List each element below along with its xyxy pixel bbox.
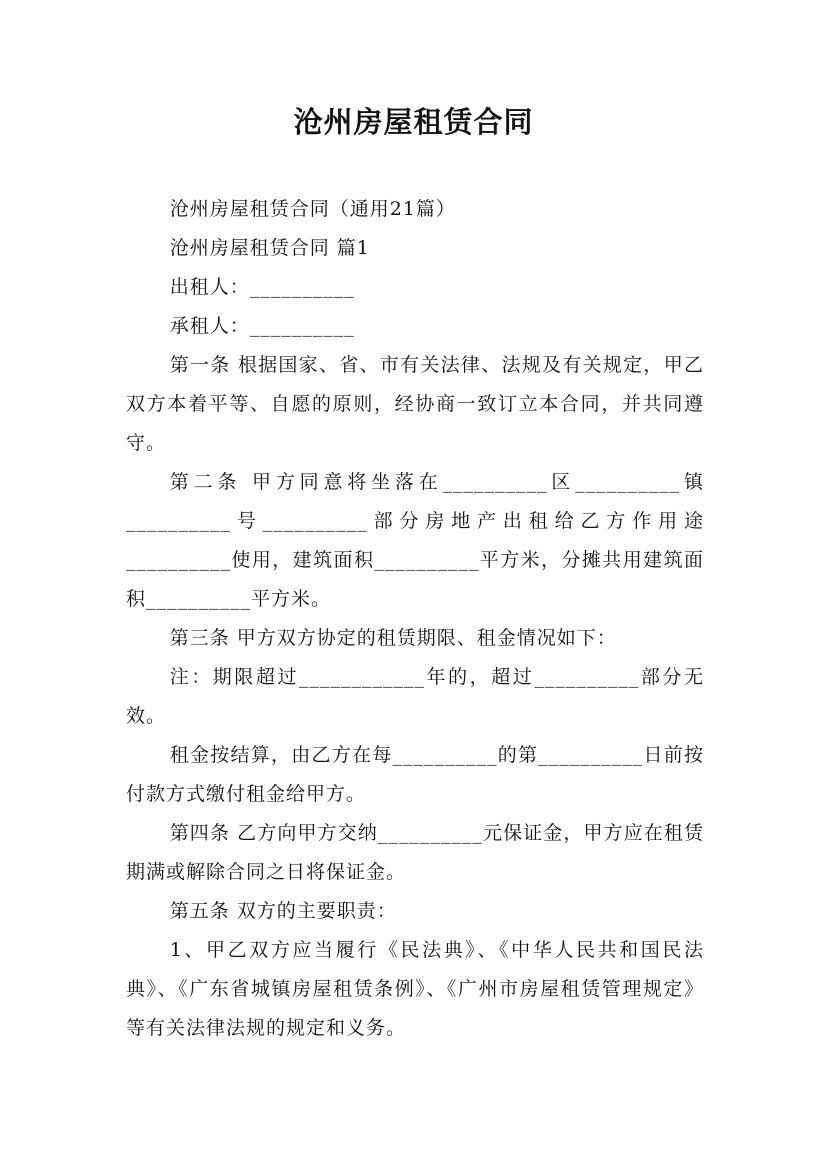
- paragraph-item-1: 1、甲乙双方应当履行《民法典》、《中华人民共和国民法典》、《广东省城镇房屋租赁条例》、《广州市房屋租赁管理规定》等有关法律法规的规定和义务。: [126, 939, 704, 1039]
- paragraph-lessee: 承租人：__________: [169, 315, 355, 337]
- paragraph-article-5: 第五条 双方的主要职责：: [169, 900, 397, 922]
- paragraph-article-4: 第四条 乙方向甲方交纳__________元保证金，甲方应在租赁期满或解除合同之日将保证金。: [126, 822, 704, 883]
- paragraph-lessor: 出租人：__________: [169, 276, 355, 298]
- document-body: [126, 190, 704, 1048]
- paragraph-subheading: 沧州房屋租赁合同 篇1: [169, 237, 370, 259]
- paragraph-note: 注：期限超过____________年的，超过__________部分无效。: [126, 666, 704, 727]
- paragraph-article-2: 第二条 甲方同意将坐落在__________区__________镇__________号__________部分房地产出租给乙方作用途__________使用，建筑面积__________平方米，分摊共用建筑面积__________平方米。: [126, 471, 704, 610]
- document-title: 沧州房屋租赁合同: [293, 105, 534, 139]
- paragraph-rent: 租金按结算，由乙方在每__________的第__________日前按付款方式缴付租金给甲方。: [126, 744, 704, 805]
- paragraph-heading: 沧州房屋租赁合同（通用21篇）: [169, 198, 456, 220]
- paragraph-article-1: 第一条 根据国家、省、市有关法律、法规及有关规定，甲乙双方本着平等、自愿的原则，经协商一致订立本合同，并共同遵守。: [126, 354, 704, 454]
- paragraph-article-3: 第三条 甲方双方协定的租赁期限、租金情况如下：: [169, 627, 617, 649]
